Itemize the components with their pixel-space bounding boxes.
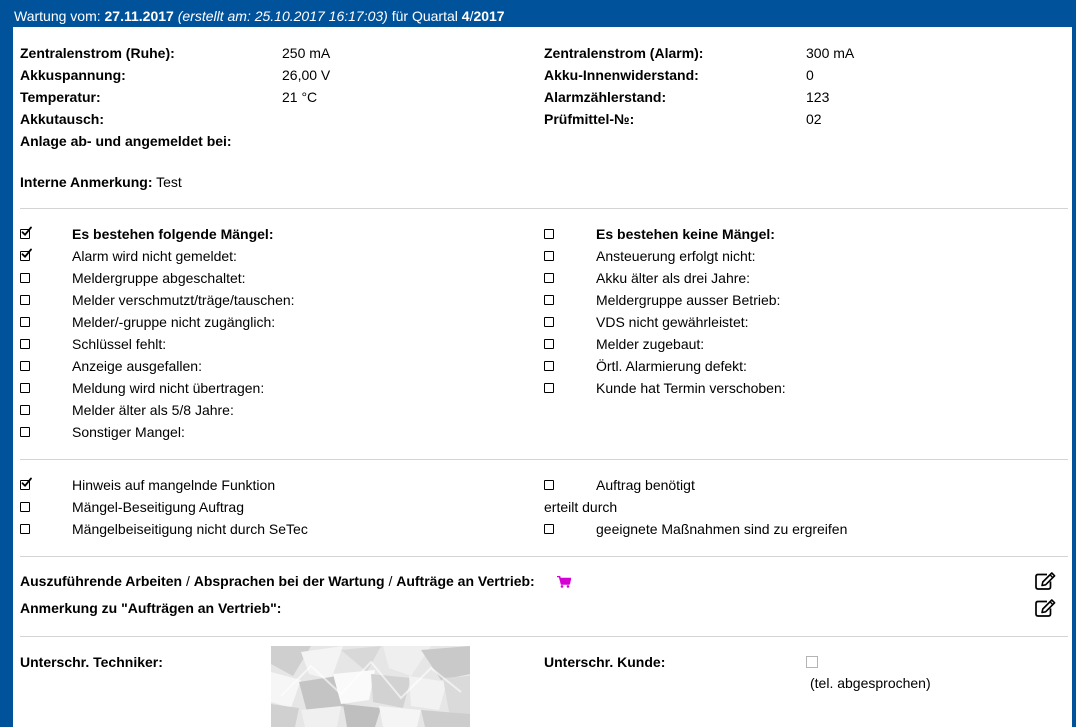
label-alarm-counter: Alarmzählerstand:: [544, 89, 667, 105]
divider: [20, 459, 1068, 460]
defects-exist-checkbox[interactable]: [20, 229, 30, 239]
label-temperature: Temperatur:: [20, 89, 101, 105]
local-alarm-defect-checkbox[interactable]: [544, 361, 554, 371]
customer-signature-label: Unterschr. Kunde:: [544, 654, 666, 670]
detector-dirty-checkbox[interactable]: [20, 295, 30, 305]
customer-rescheduled-checkbox[interactable]: [544, 383, 554, 393]
detector-old-checkbox[interactable]: [20, 405, 30, 415]
value-test-device-number: 02: [806, 111, 822, 127]
detector-group-out-of-service-checkbox[interactable]: [544, 295, 554, 305]
issued-by-label: erteilt durch: [544, 499, 618, 515]
created-timestamp: (erstellt am: 25.10.2017 16:17:03): [177, 8, 388, 24]
order-required-checkbox[interactable]: [544, 480, 554, 490]
battery-old-label: Akku älter als drei Jahre:: [596, 270, 751, 286]
removal-not-by-setec-checkbox[interactable]: [20, 524, 30, 534]
report-not-transmitted-checkbox[interactable]: [20, 383, 30, 393]
detector-inaccessible-checkbox[interactable]: [20, 317, 30, 327]
divider: [20, 208, 1068, 209]
measures-required-checkbox[interactable]: [544, 524, 554, 534]
display-failed-checkbox[interactable]: [20, 361, 30, 371]
title-prefix: Wartung vom:: [14, 8, 101, 24]
technician-signature-label: Unterschr. Techniker:: [20, 654, 163, 670]
alarm-not-reported-label: Alarm wird nicht gemeldet:: [72, 248, 237, 264]
technician-signature-image: [271, 646, 470, 727]
label-battery-voltage: Akkuspannung:: [20, 67, 126, 83]
function-notice-checkbox[interactable]: [20, 480, 30, 490]
battery-old-checkbox[interactable]: [544, 273, 554, 283]
key-missing-checkbox[interactable]: [20, 339, 30, 349]
agreements-label: Absprachen bei der Wartung: [193, 573, 385, 589]
value-temperature: 21 °C: [282, 89, 318, 105]
function-notice-label: Hinweis auf mangelnde Funktion: [72, 477, 276, 493]
title-bar: Wartung vom: 27.11.2017 (erstellt am: 25.10.2017 16:17:03) für Quartal 4/2017: [0, 0, 1076, 27]
quarter-prefix: für Quartal: [391, 8, 458, 24]
quarter-year: 2017: [473, 8, 505, 24]
detector-group-disabled-label: Meldergruppe abgeschaltet:: [72, 270, 246, 286]
removal-not-by-setec-label: Mängelbeiseitigung nicht durch SeTec: [72, 521, 308, 537]
defects-exist-label: Es bestehen folgende Mängel:: [72, 226, 274, 242]
value-central-current-alarm: 300 mA: [806, 45, 855, 61]
label-battery-replacement: Akkutausch:: [20, 111, 105, 127]
quarter-number: 4: [461, 8, 470, 24]
measures-required-label: geeignete Maßnahmen sind zu ergreifen: [596, 521, 848, 537]
label-central-current-idle: Zentralenstrom (Ruhe):: [20, 45, 175, 61]
phone-agreed-label: (tel. abgesprochen): [810, 675, 931, 691]
other-defect-label: Sonstiger Mangel:: [72, 424, 185, 440]
detector-group-disabled-checkbox[interactable]: [20, 273, 30, 283]
separator: /: [388, 573, 393, 589]
vds-not-guaranteed-checkbox[interactable]: [544, 317, 554, 327]
label-test-device-number: Prüfmittel-№:: [544, 111, 635, 127]
other-defect-checkbox[interactable]: [20, 427, 30, 437]
customer-rescheduled-label: Kunde hat Termin verschoben:: [596, 380, 786, 396]
activation-failed-checkbox[interactable]: [544, 251, 554, 261]
defect-removal-order-label: Mängel-Beseitigung Auftrag: [72, 499, 244, 515]
orders-note-label: Anmerkung zu "Aufträgen an Vertrieb":: [20, 600, 282, 616]
phone-agreed-checkbox[interactable]: [806, 656, 818, 668]
detector-dirty-label: Melder verschmutzt/träge/tauschen:: [72, 292, 295, 308]
label-central-current-alarm: Zentralenstrom (Alarm):: [544, 45, 704, 61]
internal-note-value: Test: [156, 174, 182, 190]
label-registered-with: Anlage ab- und angemeldet bei:: [20, 133, 232, 149]
defect-removal-order-checkbox[interactable]: [20, 502, 30, 512]
activation-failed-label: Ansteuerung erfolgt nicht:: [596, 248, 756, 264]
work-heading: [20, 573, 535, 589]
detector-old-label: Melder älter als 5/8 Jahre:: [72, 402, 234, 418]
internal-note-label: Interne Anmerkung:: [20, 174, 153, 190]
detector-group-out-of-service-label: Meldergruppe ausser Betrieb:: [596, 292, 781, 308]
value-alarm-counter: 123: [806, 89, 830, 105]
shopping-cart-icon[interactable]: [557, 576, 571, 588]
label-battery-resistance: Akku-Innenwiderstand:: [544, 67, 699, 83]
detector-inaccessible-label: Melder/-gruppe nicht zugänglich:: [72, 314, 276, 330]
local-alarm-defect-label: Örtl. Alarmierung defekt:: [596, 358, 747, 374]
alarm-not-reported-checkbox[interactable]: [20, 251, 30, 261]
key-missing-label: Schlüssel fehlt:: [72, 336, 167, 352]
value-battery-voltage: 26,00 V: [282, 67, 331, 83]
detector-obstructed-checkbox[interactable]: [544, 339, 554, 349]
report-not-transmitted-label: Meldung wird nicht übertragen:: [72, 380, 265, 396]
maintenance-date: 27.11.2017: [104, 8, 174, 24]
works-label: Auszuführende Arbeiten: [20, 573, 183, 589]
orders-label: Aufträge an Vertrieb:: [396, 573, 535, 589]
divider: [20, 636, 1068, 637]
divider: [20, 556, 1068, 557]
edit-icon[interactable]: [1034, 598, 1056, 618]
internal-note: [20, 174, 182, 190]
order-required-label: Auftrag benötigt: [596, 477, 695, 493]
edit-icon[interactable]: [1034, 571, 1056, 591]
no-defects-label: Es bestehen keine Mängel:: [596, 226, 775, 242]
no-defects-checkbox[interactable]: [544, 229, 554, 239]
value-battery-resistance: 0: [806, 67, 814, 83]
value-central-current-idle: 250 mA: [282, 45, 331, 61]
separator: /: [185, 573, 190, 589]
vds-not-guaranteed-label: VDS nicht gewährleistet:: [596, 314, 749, 330]
display-failed-label: Anzeige ausgefallen:: [72, 358, 202, 374]
detector-obstructed-label: Melder zugebaut:: [596, 336, 705, 352]
